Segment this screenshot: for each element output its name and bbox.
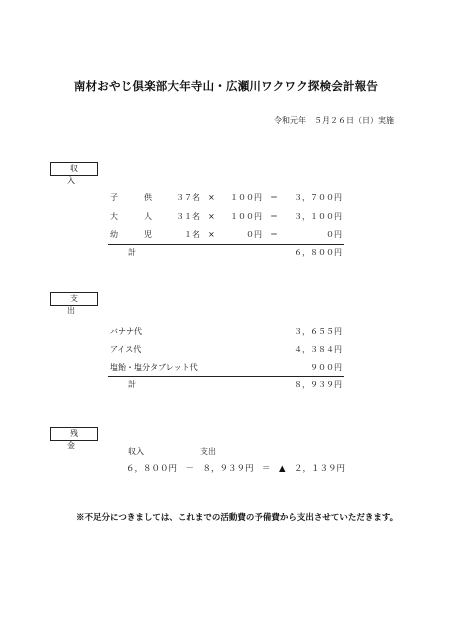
- balance-expense-label: 支出: [200, 447, 216, 456]
- expense-total-row: [110, 378, 342, 392]
- row-label: 子: [110, 193, 118, 202]
- total-label: 計: [128, 248, 136, 257]
- expense-row-salt: [110, 361, 342, 375]
- footnote: ※不足分につきましては、これまでの活動費の予備費から支出させていただきます。: [76, 513, 399, 523]
- row-label: バナナ代: [110, 327, 142, 336]
- income-row-adults: [110, 210, 342, 224]
- row-amount: ３，６５５円: [294, 327, 342, 336]
- expense-row-banana: [110, 325, 342, 339]
- row-label: 幼: [110, 230, 118, 239]
- expense-row-ice: [110, 343, 342, 357]
- income-row-infants: [110, 228, 342, 242]
- expense-heading: 支 出: [50, 292, 98, 306]
- row-label: 供: [144, 193, 152, 202]
- income-total-row: [110, 246, 342, 260]
- row-count: ３７名: [176, 193, 200, 202]
- row-unit-price: １００円: [230, 212, 262, 221]
- row-label: 塩飴・塩分タブレット代: [110, 363, 198, 372]
- equals-sign: ＝: [270, 230, 278, 239]
- income-heading: 収 入: [50, 162, 98, 176]
- multiply-sign: ×: [208, 230, 215, 239]
- row-label: アイス代: [110, 345, 142, 354]
- equals-sign: ＝: [270, 193, 278, 202]
- multiply-sign: ×: [208, 212, 215, 221]
- document-title: 南材おやじ倶楽部大年寺山・広瀬川ワクワク探検会計報告: [73, 79, 379, 93]
- multiply-sign: ×: [208, 193, 215, 202]
- row-count: １名: [184, 230, 200, 239]
- row-amount: ３，１００円: [294, 212, 342, 221]
- total-label: 計: [128, 380, 136, 389]
- row-unit-price: １００円: [230, 193, 262, 202]
- row-amount: ３，７００円: [294, 193, 342, 202]
- row-label: 児: [144, 230, 152, 239]
- balance-equation: ６，８００円 － ８，９３９円 ＝ ▲ ２，１３９円: [126, 464, 346, 474]
- event-date: 令和元年 ５月２６日（日）実施: [274, 116, 394, 125]
- expense-total-rule: [108, 376, 344, 377]
- row-amount: ０円: [326, 230, 342, 239]
- income-total-rule: [108, 244, 344, 245]
- balance-heading: 残 金: [50, 427, 98, 441]
- row-label: 人: [144, 212, 152, 221]
- expense-total: ８，９３９円: [294, 380, 342, 389]
- income-row-children: [110, 191, 342, 205]
- row-count: ３１名: [176, 212, 200, 221]
- row-amount: ９００円: [310, 363, 342, 372]
- balance-income-label: 収入: [128, 447, 144, 456]
- row-label: 大: [110, 212, 118, 221]
- equals-sign: ＝: [270, 212, 278, 221]
- row-unit-price: ０円: [246, 230, 262, 239]
- row-amount: ４，３８４円: [294, 345, 342, 354]
- income-total: ６，８００円: [294, 248, 342, 257]
